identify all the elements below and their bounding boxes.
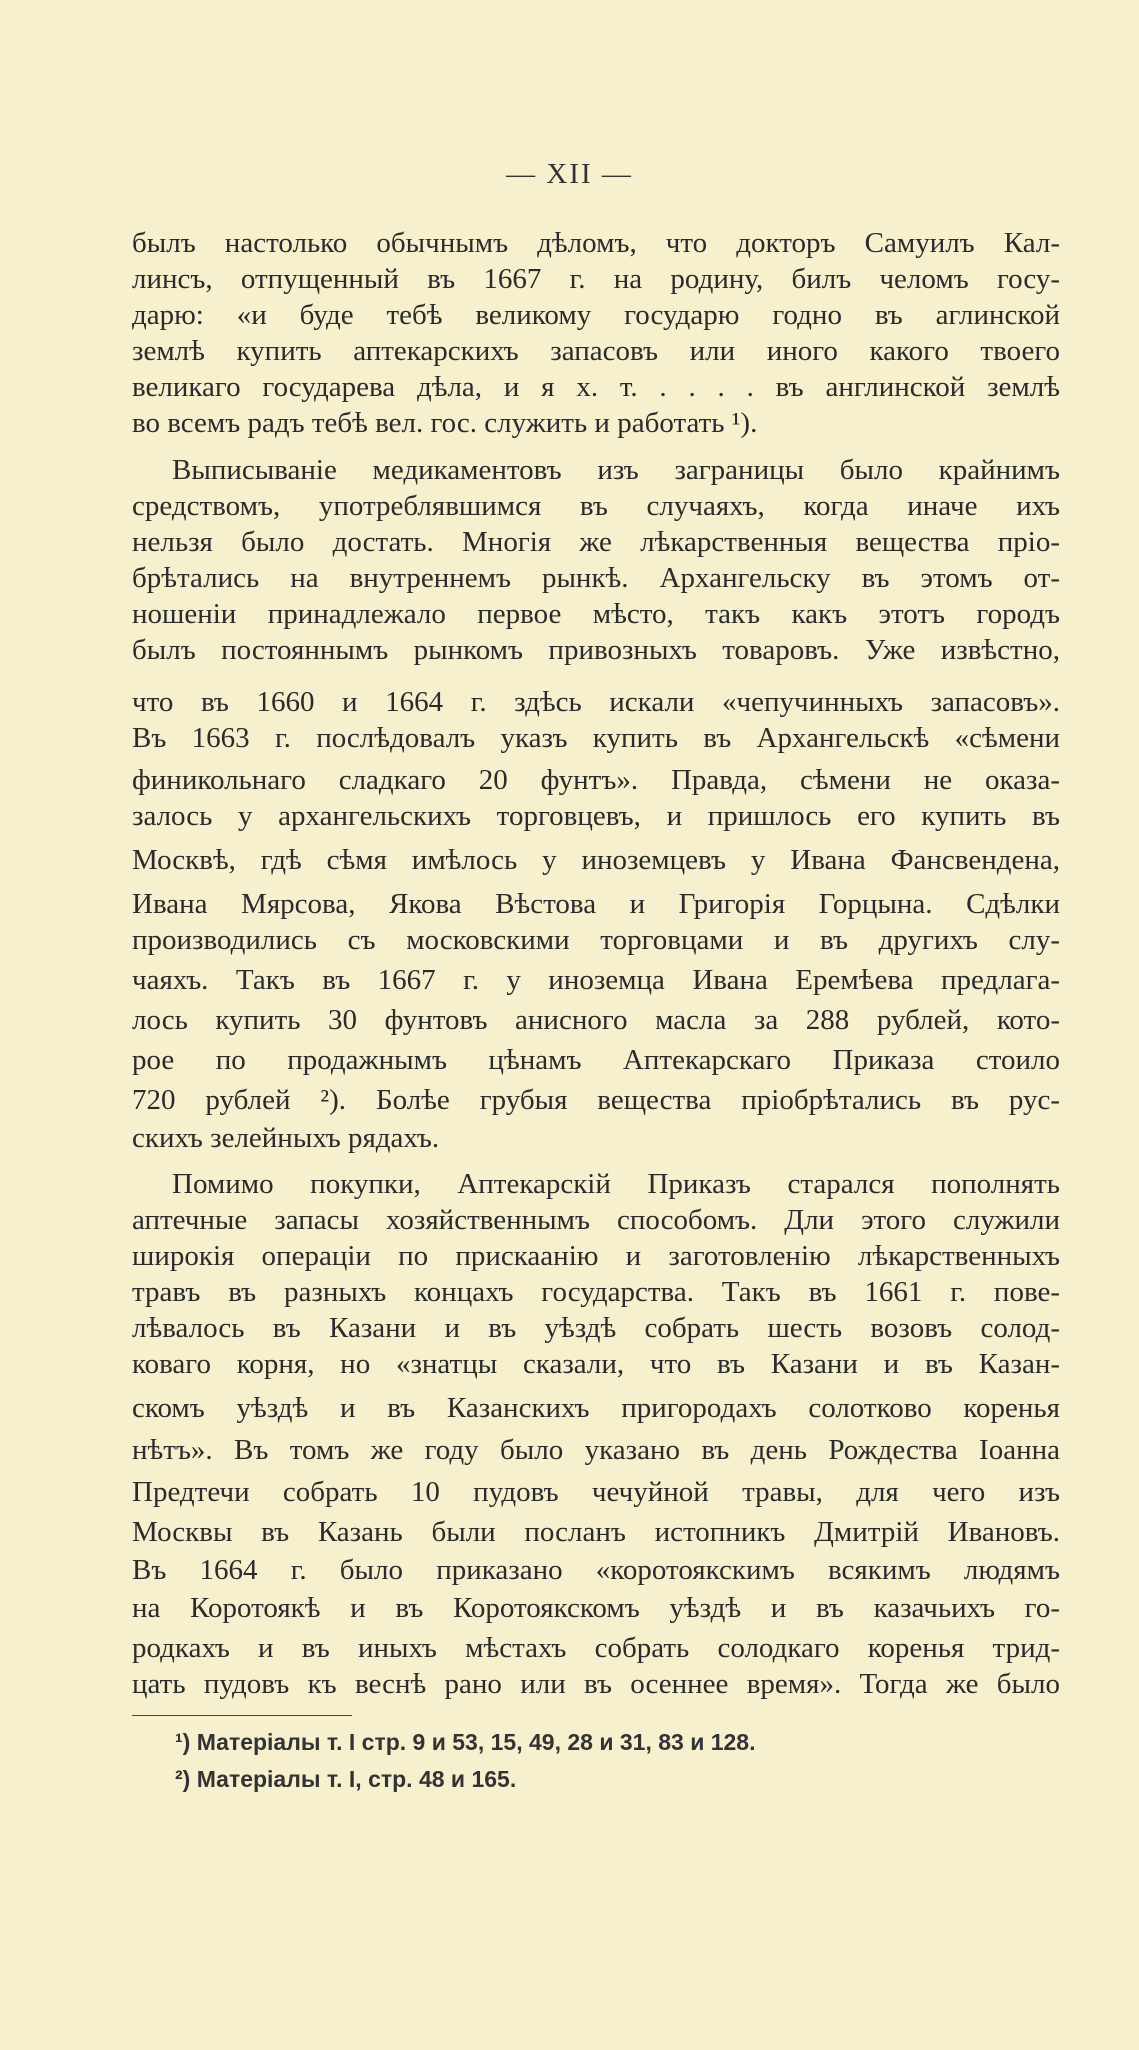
text-line: линсъ, отпущенный въ 1667 г. на родину, билъ челомъ госу-: [132, 263, 1060, 295]
text-line: широкія операціи по прискаанію и заготовленію лѣкарственныхъ: [132, 1240, 1060, 1272]
text-line: Въ 1663 г. послѣдовалъ указъ купить въ Архангельскѣ «сѣмени: [132, 722, 1060, 754]
text-line: 720 рублей ²). Болѣе грубыя вещества пріобрѣтались въ рус-: [132, 1084, 1060, 1116]
footnote-1: ¹) Матеріалы т. I стр. 9 и 53, 15, 49, 28 и 31, 83 и 128.: [175, 1729, 756, 1755]
text-line: Въ 1664 г. было приказано «коротоякскимъ всякимъ людямъ: [132, 1554, 1060, 1586]
text-line: чаяхъ. Такъ въ 1667 г. у иноземца Ивана Еремѣева предлага-: [132, 964, 1060, 996]
text-line: Москвы въ Казань были посланъ истопникъ Дмитрій Ивановъ.: [132, 1516, 1060, 1548]
text-line: нельзя было достать. Многія же лѣкарственныя вещества пріо-: [132, 526, 1060, 558]
text-line: нѣтъ». Въ томъ же году было указано въ день Рождества Іоанна: [132, 1434, 1060, 1466]
text-line: скихъ зелейныхъ рядахъ.: [132, 1122, 440, 1154]
text-line: что въ 1660 и 1664 г. здѣсь искали «чепучинныхъ запасовъ».: [132, 686, 1060, 718]
text-line: лось купить 30 фунтовъ анисного масла за 288 рублей, кото-: [132, 1004, 1060, 1036]
text-line: ношеніи принадлежало первое мѣсто, такъ какъ этотъ городъ: [132, 598, 1060, 630]
text-line: скомъ уѣздѣ и въ Казанскихъ пригородахъ солотково коренья: [132, 1392, 1060, 1424]
text-line: рое по продажнымъ цѣнамъ Аптекарскаго Приказа стоило: [132, 1044, 1060, 1076]
text-line: Москвѣ, гдѣ сѣмя имѣлось у иноземцевъ у Ивана Фансвендена,: [132, 844, 1060, 876]
text-line: Выписываніе медикаментовъ изъ заграницы было крайнимъ: [172, 454, 1060, 486]
text-line: Предтечи собрать 10 пудовъ чечуйной травы, для чего изъ: [132, 1476, 1060, 1508]
page-number: — XII —: [506, 158, 633, 190]
text-line: средствомъ, употреблявшимся въ случаяхъ, когда иначе ихъ: [132, 490, 1060, 522]
text-line: финикольнаго сладкаго 20 фунтъ». Правда, сѣмени не оказа-: [132, 764, 1060, 796]
text-line: Помимо покупки, Аптекарскій Приказъ старался пополнять: [172, 1168, 1060, 1200]
footnote-divider: [132, 1715, 352, 1716]
text-line: на Коротоякѣ и въ Коротоякскомъ уѣздѣ и въ казачьихъ го-: [132, 1592, 1060, 1624]
text-line: родкахъ и въ иныхъ мѣстахъ собрать солодкаго коренья трид-: [132, 1632, 1060, 1664]
text-line: аптечные запасы хозяйственнымъ способомъ. Дли этого служили: [132, 1204, 1060, 1236]
text-line: лѣвалось въ Казани и въ уѣздѣ собрать шесть возовъ солод-: [132, 1312, 1060, 1344]
text-line: былъ постояннымъ рынкомъ привозныхъ товаровъ. Уже извѣстно,: [132, 634, 1060, 666]
text-line: великаго государева дѣла, и я х. т. . . . . въ англинской землѣ: [132, 371, 1060, 403]
text-line: во всемъ радъ тебѣ вел. гос. служить и работать ¹).: [132, 407, 758, 439]
text-line: былъ настолько обычнымъ дѣломъ, что докторъ Самуилъ Кал-: [132, 227, 1060, 259]
text-line: землѣ купить аптекарскихъ запасовъ или иного какого твоего: [132, 335, 1060, 367]
text-line: залось у архангельскихъ торговцевъ, и пришлось его купить въ: [132, 800, 1060, 832]
text-line: травъ въ разныхъ концахъ государства. Такъ въ 1661 г. пове-: [132, 1276, 1060, 1308]
text-line: коваго корня, но «знатцы сказали, что въ Казани и въ Казан-: [132, 1348, 1060, 1380]
text-line: брѣтались на внутреннемъ рынкѣ. Архангельску въ этомъ от-: [132, 562, 1060, 594]
text-line: дарю: «и буде тебѣ великому государю годно въ аглинской: [132, 299, 1060, 331]
footnote-2: ²) Матеріалы т. I, стр. 48 и 165.: [175, 1766, 517, 1792]
text-line: цать пудовъ къ веснѣ рано или въ осеннее время». Тогда же было: [132, 1668, 1060, 1700]
text-line: производились съ московскими торговцами и въ другихъ слу-: [132, 924, 1060, 956]
text-line: Ивана Мярсова, Якова Вѣстова и Григорія Горцына. Сдѣлки: [132, 888, 1060, 920]
